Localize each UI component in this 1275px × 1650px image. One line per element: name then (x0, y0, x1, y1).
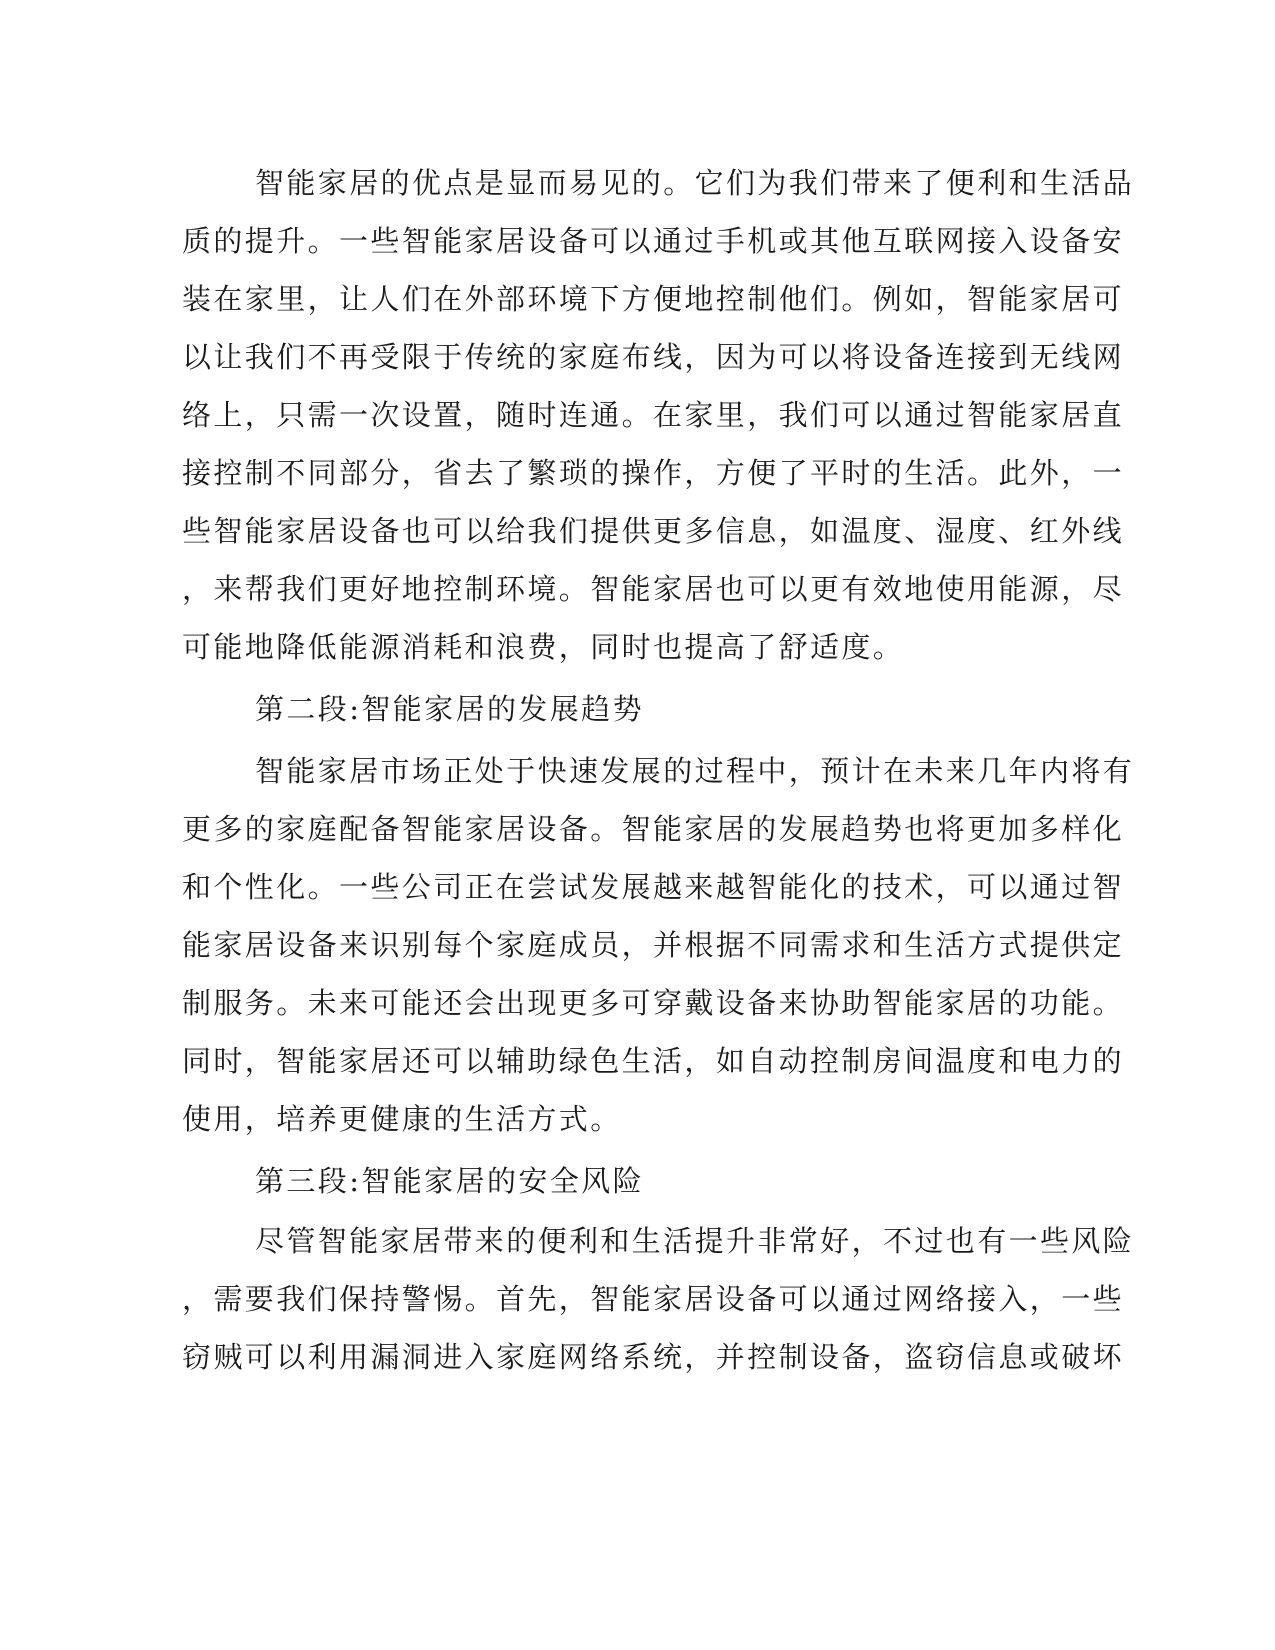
paragraph-2-line-3: 和个性化。一些公司正在尝试发展越来越智能化的技术，可以通过智 (182, 870, 1125, 904)
paragraph-3-line-2: ，需要我们保持警惕。首先，智能家居设备可以通过网络接入，一些 (182, 1282, 1125, 1316)
paragraph-2-line-1: 智能家居市场正处于快速发展的过程中，预计在未来几年内将有 (255, 754, 1135, 788)
paragraph-2-line-6: 同时，智能家居还可以辅助绿色生活，如自动控制房间温度和电力的 (182, 1044, 1125, 1078)
section-heading-2: 第二段:智能家居的发展趋势 (255, 692, 644, 726)
paragraph-2-line-2: 更多的家庭配备智能家居设备。智能家居的发展趋势也将更加多样化 (182, 812, 1125, 846)
paragraph-1-line-1: 智能家居的优点是显而易见的。它们为我们带来了便利和生活品 (255, 166, 1135, 200)
paragraph-1-line-7: 些智能家居设备也可以给我们提供更多信息，如温度、湿度、红外线 (182, 514, 1125, 548)
paragraph-1-line-5: 络上，只需一次设置，随时连通。在家里，我们可以通过智能家居直 (182, 398, 1125, 432)
paragraph-1-line-4: 以让我们不再受限于传统的家庭布线，因为可以将设备连接到无线网 (182, 340, 1125, 374)
paragraph-2-line-4: 能家居设备来识别每个家庭成员，并根据不同需求和生活方式提供定 (182, 928, 1125, 962)
paragraph-1-line-2: 质的提升。一些智能家居设备可以通过手机或其他互联网接入设备安 (182, 224, 1125, 258)
paragraph-1-line-6: 接控制不同部分，省去了繁琐的操作，方便了平时的生活。此外，一 (182, 456, 1125, 490)
section-heading-3: 第三段:智能家居的安全风险 (255, 1164, 644, 1198)
paragraph-2-line-7: 使用，培养更健康的生活方式。 (182, 1102, 622, 1136)
paragraph-1-line-3: 装在家里，让人们在外部环境下方便地控制他们。例如，智能家居可 (182, 282, 1125, 316)
paragraph-3-line-1: 尽管智能家居带来的便利和生活提升非常好，不过也有一些风险 (255, 1224, 1135, 1258)
paragraph-2-line-5: 制服务。未来可能还会出现更多可穿戴设备来协助智能家居的功能。 (182, 986, 1125, 1020)
paragraph-3-line-3: 窃贼可以利用漏洞进入家庭网络系统，并控制设备，盗窃信息或破坏 (182, 1340, 1125, 1374)
paragraph-1-line-9: 可能地降低能源消耗和浪费，同时也提高了舒适度。 (182, 630, 905, 664)
paragraph-1-line-8: ，来帮我们更好地控制环境。智能家居也可以更有效地使用能源，尽 (182, 572, 1125, 606)
